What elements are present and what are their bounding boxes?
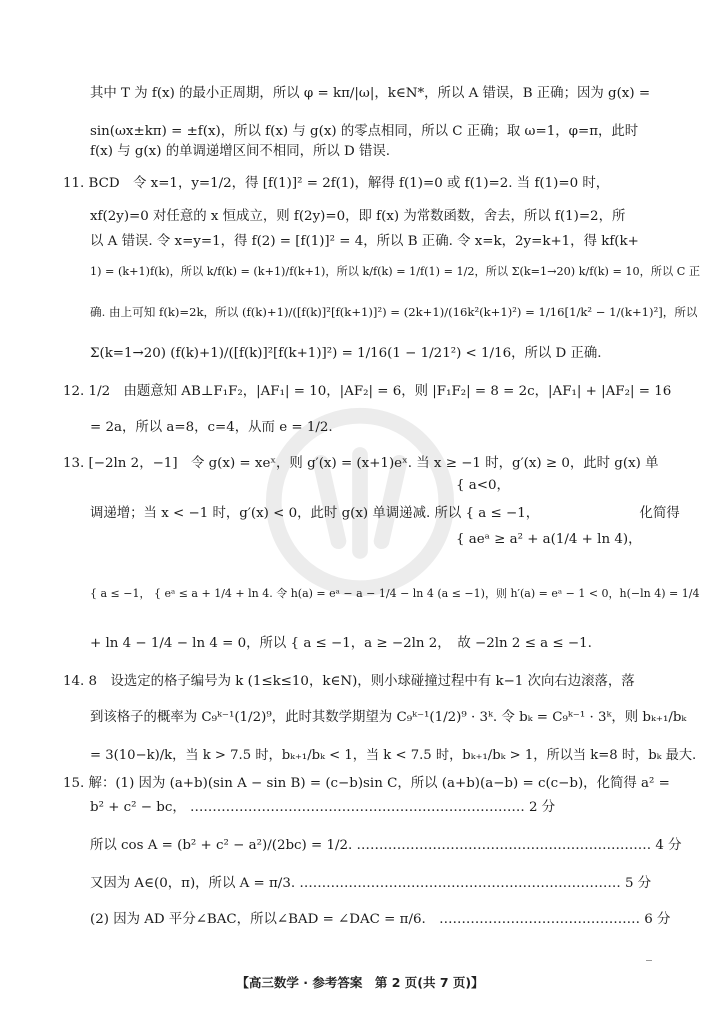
text-line: 11. BCD 令 x=1，y=1/2，得 [f(1)]² = 2f(1)，解得 f(1)=0 或 f(1)=2. 当 f(1)=0 时， [63, 176, 610, 191]
text-line: 以 A 错误. 令 x=y=1，得 f(2) = [f(1)]² = 4，所以 B 正确. 令 x=k，2y=k+1，得 kf(k+ [90, 234, 639, 249]
text-line: 15. 解：(1) 因为 (a+b)(sin A − sin B) = (c−b)sin C，所以 (a+b)(a−b) = c(c−b)，化简得 a² = [63, 776, 670, 791]
text-line: 又因为 A∈(0，π)，所以 A = π/3. ……………………………………………………………… 5 分 [90, 876, 652, 891]
text-line: 到该格子的概率为 C₉ᵏ⁻¹(1/2)⁹，此时其数学期望为 C₉ᵏ⁻¹(1/2)⁹ · 3ᵏ. 令 bₖ = C₉ᵏ⁻¹ · 3ᵏ，则 bₖ₊₁/bₖ [90, 710, 687, 725]
text-line: 12. 1/2 由题意知 AB⊥F₁F₂，|AF₁| = 10，|AF₂| = 6，则 |F₁F₂| = 8 = 2c，|AF₁| + |AF₂| = 16 [63, 384, 672, 399]
text-line: 其中 T 为 f(x) 的最小正周期，所以 φ = kπ/|ω|，k∈N*，所以 A 错误，B 正确；因为 g(x) = [90, 86, 651, 101]
text-line: (2) 因为 AD 平分∠BAC，所以∠BAD = ∠DAC = π/6. ……………………………………… 6 分 [90, 912, 671, 927]
text-line: 14. 8 设选定的格子编号为 k (1≤k≤10，k∈N)，则小球碰撞过程中有 k−1 次向右边滚落，落 [63, 674, 635, 689]
text-line: 确. 由上可知 f(k)=2k，所以 (f(k)+1)/([f(k)]²[f(k+1)]²) = (2k+1)/(16k²(k+1)²) = 1/16[1/k² − 1/(k+1)²]，所以 [90, 305, 698, 319]
text-line: = 3(10−k)/k，当 k > 7.5 时，bₖ₊₁/bₖ < 1，当 k < 7.5 时，bₖ₊₁/bₖ > 1，所以当 k=8 时，bₖ 最大. [90, 748, 697, 763]
text-line: + ln 4 − 1/4 − ln 4 = 0，所以 { a ≤ −1，a ≥ −2ln 2， 故 −2ln 2 ≤ a ≤ −1. [90, 636, 592, 651]
text-line: 调递增；当 x < −1 时，g′(x) < 0，此时 g(x) 单调递减. 所以 { a ≤ −1， 化简得 [90, 506, 680, 521]
text-line: 1) = (k+1)f(k)，所以 k/f(k) = (k+1)/f(k+1)，所以 k/f(k) = 1/f(1) = 1/2，所以 Σ(k=1→20) k/f(k) = 10，所以 C 正 [90, 265, 701, 278]
text-line: f(x) 与 g(x) 的单调递增区间不相同，所以 D 错误. [90, 144, 391, 159]
text-line: b² + c² − bc， ………………………………………………………………… 2 分 [90, 800, 556, 815]
page-footer: 【高三数学 · 参考答案 第 2 页(共 7 页)】 [236, 975, 484, 990]
text-line: { a<0， [456, 478, 510, 493]
text-line: 所以 cos A = (b² + c² − a²)/(2bc) = 1/2. ………………………………………………………… 4 分 [90, 838, 682, 853]
text-line: Σ(k=1→20) (f(k)+1)/([f(k)]²[f(k+1)]²) = 1/16(1 − 1/21²) < 1/16，所以 D 正确. [90, 346, 602, 361]
divider [646, 960, 652, 961]
text-line: 13. [−2ln 2，−1] 令 g(x) = xeˣ，则 g′(x) = (x+1)eˣ. 当 x ≥ −1 时，g′(x) ≥ 0，此时 g(x) 单 [63, 456, 659, 471]
text-line: = 2a，所以 a=8，c=4，从而 e = 1/2. [90, 420, 333, 435]
text-line: xf(2y)=0 对任意的 x 恒成立，则 f(2y)=0，即 f(x) 为常数函数，舍去，所以 f(1)=2，所 [90, 209, 626, 224]
text-line: { aeᵃ ≥ a² + a(1/4 + ln 4)， [456, 532, 642, 547]
text-line: { a ≤ −1， { eᵃ ≤ a + 1/4 + ln 4. 令 h(a) = eᵃ − a − 1/4 − ln 4 (a ≤ −1)，则 h′(a) = eᵃ − 1 < 0，h(−ln 4) = 1/4 [90, 587, 700, 600]
text-line: sin(ωx±kπ) = ±f(x)，所以 f(x) 与 g(x) 的零点相同，所以 C 正确；取 ω=1，φ=π，此时 [90, 124, 639, 139]
